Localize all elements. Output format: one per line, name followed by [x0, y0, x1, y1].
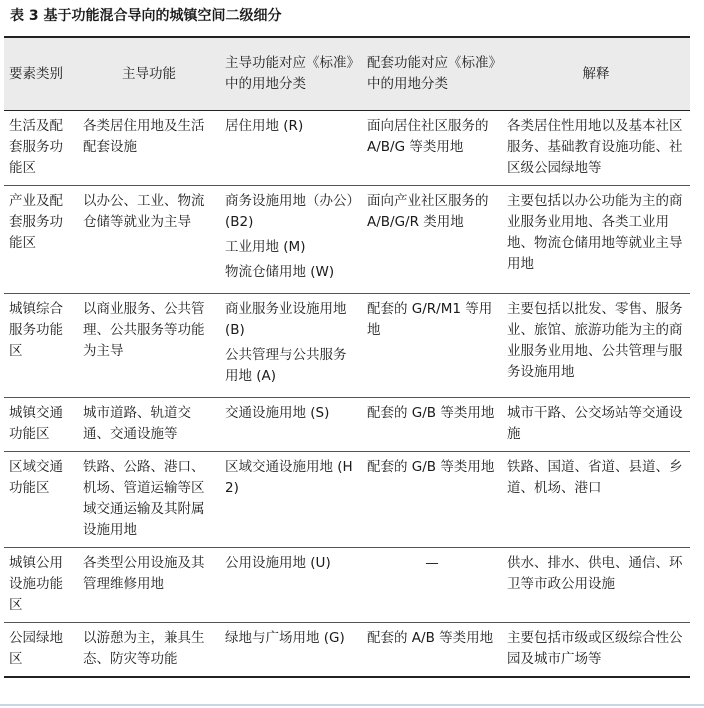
cell-support-landuse: 面向居住社区服务的 A/B/G 等类用地 — [367, 118, 489, 155]
table-header-row — [4, 37, 690, 111]
cell-category: 城镇交通功能区 — [9, 405, 63, 442]
cell-category: 城镇综合服务功能区 — [9, 301, 63, 359]
cell-main-landuse — [220, 186, 362, 294]
cell-support-landuse: 配套的 G/R/M1 等用地 — [367, 301, 493, 338]
cell-support-landuse: 面向产业社区服务的 A/B/G/R 类用地 — [367, 193, 489, 230]
header-category: 要素类别 — [9, 65, 63, 82]
cell-explanation: 铁路、国道、省道、县道、乡道、机场、港口 — [507, 459, 683, 496]
landuse-item: 绿地与广场用地 (G) — [225, 630, 345, 646]
cell-support-landuse: 配套的 G/B 等类用地 — [367, 459, 495, 475]
header-explanation: 解释 — [582, 65, 610, 82]
cell-main-landuse — [220, 548, 362, 623]
cell-explanation: 主要包括市级或区级综合性公园及城市广场等 — [507, 630, 683, 667]
landuse-item: 商务设施用地（办公）(B2) — [225, 193, 354, 230]
cell-main-landuse — [220, 623, 362, 678]
table-row — [4, 186, 690, 294]
landuse-item: 公共管理与公共服务用地 (A) — [225, 347, 347, 384]
cell-explanation: 主要包括以办公功能为主的商业服务业用地、各类工业用地、物流仓储用地等就业主导用地 — [507, 193, 683, 272]
cell-main-function: 各类型公用设施及其管理维修用地 — [83, 555, 205, 592]
cell-category: 公园绿地区 — [9, 630, 63, 667]
landuse-item: 工业用地 (M) — [225, 239, 306, 255]
table-caption: 表 3 基于功能混合导向的城镇空间二级细分 — [10, 8, 282, 24]
cell-main-function: 以游憩为主，兼具生态、防灾等功能 — [83, 630, 205, 667]
landuse-item: 物流仓储用地 (W) — [225, 264, 335, 280]
cell-category: 区域交通功能区 — [9, 459, 63, 496]
cell-explanation: 主要包括以批发、零售、服务业、旅馆、旅游功能为主的商业服务业用地、公共管理与服务设施用地 — [507, 301, 683, 380]
cell-main-landuse — [220, 111, 362, 186]
land-use-table — [4, 36, 690, 678]
table-row — [4, 398, 690, 452]
landuse-item: 交通设施用地 (S) — [225, 405, 330, 421]
landuse-item: 商业服务业设施用地 (B) — [225, 301, 347, 338]
table-row — [4, 623, 690, 678]
cell-explanation: 城市干路、公交场站等交通设施 — [507, 405, 683, 442]
table-row — [4, 294, 690, 398]
page-bottom-rule — [0, 704, 704, 706]
cell-main-landuse — [220, 452, 362, 548]
landuse-item: 区域交通设施用地 (H2) — [225, 459, 353, 496]
cell-main-function: 各类居住用地及生活配套设施 — [83, 118, 205, 155]
cell-support-landuse: 配套的 G/B 等类用地 — [367, 405, 495, 421]
landuse-item: 公用设施用地 (U) — [225, 555, 331, 571]
cell-explanation: 各类居住性用地以及基本社区服务、基础教育设施功能、社区级公园绿地等 — [507, 118, 683, 176]
table-row — [4, 111, 690, 186]
cell-main-function: 以办公、工业、物流仓储等就业为主导 — [83, 193, 205, 230]
cell-category: 生活及配套服务功能区 — [9, 118, 63, 176]
cell-main-function: 铁路、公路、港口、机场、管道运输等区域交通运输及其附属设施用地 — [83, 459, 205, 538]
cell-main-function: 以商业服务、公共管理、公共服务等功能为主导 — [83, 301, 205, 359]
cell-main-function: 城市道路、轨道交通、交通设施等 — [83, 405, 191, 442]
header-main-function: 主导功能 — [122, 65, 176, 82]
table-row — [4, 452, 690, 548]
table-row — [4, 548, 690, 623]
cell-category: 城镇公用设施功能区 — [9, 555, 63, 613]
cell-explanation: 供水、排水、供电、通信、环卫等市政公用设施 — [507, 555, 683, 592]
cell-main-landuse — [220, 294, 362, 398]
cell-main-landuse — [220, 398, 362, 452]
cell-category: 产业及配套服务功能区 — [9, 193, 63, 251]
cell-support-landuse: — — [425, 555, 439, 571]
header-main-landuse: 主导功能对应《标准》中的用地分类 — [225, 55, 354, 92]
cell-support-landuse: 配套的 A/B 等类用地 — [367, 630, 494, 646]
header-support-landuse: 配套功能对应《标准》中的用地分类 — [367, 55, 496, 92]
landuse-item: 居住用地 (R) — [225, 118, 304, 134]
